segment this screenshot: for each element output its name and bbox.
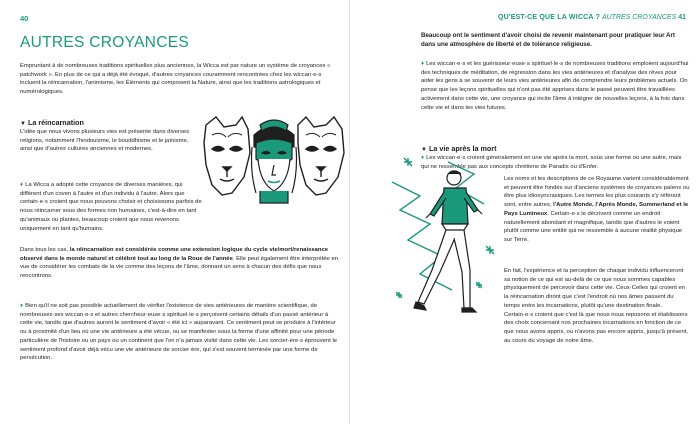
reincarnation-paragraph-1: L'idée que nous vivons plusieurs vies est présente dans diverses religions, notamment l'hindouisme, le bouddhisme et le jaïnisme, ainsi que d'autres cultures anciennes et modernes.	[20, 129, 190, 153]
running-head-title: AUTRES CROYANCES	[601, 14, 677, 21]
triangle-down-icon: ▼	[20, 121, 26, 127]
afterlife-paragraph-2	[504, 175, 690, 245]
reincarnation-heading	[20, 118, 84, 127]
reincarnation-paragraph-3-bold: la réincarnation est considérée comme une extension logique du cycle vie/mort/renaissance observé dans le monde naturel et célébré tout au long de la Roue de l'année	[20, 247, 329, 262]
reincarnation-paragraph-2	[20, 181, 204, 233]
afterlife-paragraph-2-start: Les noms et les descriptions de ce Royaume varient considérablement et peuvent être fondés sur d'anciens systèmes de croyances païens ou être plus idiosyncrasiques. Les termes les plus courants s'y référant sont, entre autres,	[504, 176, 690, 209]
afterlife-paragraph-3-text: En fait, l'expérience et la perception de chaque individu influenceront sa notion de ce qui est au-delà de ce que nous sommes capables physiquement de percevoir dans cette vie. Ceux·Celles qui croient en la réincarnation diront que c'est l'endroit où nos âmes passent du temps entre les incarnations, plutôt qu'une destination finale. Certain·e·s croient que c'est là que nous nous reposons et établissons des choix concernant nos prochaines incarnations en fonction de ce que nous avons appris, ou n'avons pas encore appris, jusqu'à présent, au cours du voyage de notre âme.	[504, 268, 688, 344]
reincarnation-paragraph-3-start: Dans tous les cas,	[20, 247, 70, 253]
leaf-bullet-icon: ♦	[20, 182, 24, 188]
afterlife-paragraph-2-end: . Certain·e·s le décrivent comme un endroit naturellement abondant et magnifique, tandis que d'autres le voient plutôt comme une entité qui ne ressemble à aucune réalité physique sur Terre.	[504, 210, 683, 243]
leaf-bullet-icon: ♦	[421, 61, 425, 67]
bold-intro-paragraph	[421, 32, 689, 49]
regression-paragraph	[421, 60, 689, 112]
afterlife-paragraph-2-bold: l'Autre Monde, l'Après Monde, Summerland et le Pays Lumineux	[504, 202, 689, 217]
page-number-right: 41	[678, 14, 686, 21]
afterlife-paragraph-1-text: Les wiccan·e·s croient généralement en une vie après la mort, sous une forme ou une autre, mais qui ne ressemble pas aux concepts chrétiens de Paradis ou d'Enfer.	[421, 155, 682, 170]
bold-intro-text: Beaucoup ont le sentiment d'avoir choisi de revenir maintenant pour pratiquer leur Art dans une atmosphère de liberté et de tolérance religieuse.	[421, 32, 675, 48]
chapter-title: AUTRES CROYANCES	[20, 34, 190, 51]
regression-paragraph-text: Les wiccan·e·s et les guérisseur·euse·s spirituel·le·s de nombreuses traditions emploient aujourd'hui des techniques de méditation, de régression dans les vies antérieures et d'analyse des rêves pour aider les gens à se souvenir de leurs vies antérieures afin de comprendre leurs problèmes actuels. On pense que les leçons spirituelles qui n'ont pas été apprises dans le passé peuvent être travaillées activement dans cette vie, une croyance qui incite l'âme à intégrer de nouvelles leçons, à la fois dans cette vie et dans les vies futures.	[421, 61, 689, 111]
reincarnation-paragraph-2-text: La Wicca a adopté cette croyance de diverses manières, qui diffèrent d'un coven à l'autre et d'un individu à l'autre. Alors que certain·e·s croient que nous pouvons choisir et choisissons parfois de nous réincarner sous des formes non humaines, c'est-à-dire en tant qu'animaux ou plantes, beaucoup croient que nous revenons uniquement en tant qu'humains.	[20, 182, 202, 232]
masks-illustration	[198, 113, 350, 205]
reincarnation-paragraph-3	[20, 246, 338, 281]
leaf-bullet-icon: ♦	[20, 303, 24, 309]
reincarnation-paragraph-4	[20, 302, 338, 363]
running-head	[498, 14, 686, 21]
right-page	[350, 0, 700, 424]
reincarnation-paragraph-4-text: Bien qu'il ne soit pas possible actuellement de vérifier l'existence de vies antérieures de manière scientifique, de nombreuses·ses wiccan·e·s et autres chercheur·euse·s spirituel·le·s perçoivent certains détails d'un passé antérieur à cette vie, tandis que d'autres auront le sentiment d'avoir « été ici » auparavant. Ce sentiment peut se produire à l'intérieur ou à proximité d'un lieu où une vie antérieure a été vécue, ou se manifester sous la forme d'une affinité pour une période particulière de l'histoire ou un pays ou un continent que l'on n'a jamais visité dans cette vie. Les sorcier·ère·s éprouvent le sentiment profond d'avoir déjà vécu une vie antérieure de sorcier·ère, qui s'est souvent terminée par une forme de persécution.	[20, 303, 338, 362]
reincarnation-paragraph-3-end: . Elle peut également être interprétée en vue de considérer les combats de la vie comme des leçons de l'âme, donnant un sens à chacun des défis que nous rencontrons.	[20, 255, 338, 280]
triangle-down-icon: ▼	[421, 147, 427, 153]
leaf-bullet-icon: ♦	[421, 155, 425, 161]
intro-paragraph: Empruntant à de nombreuses traditions spirituelles plus anciennes, la Wicca est par nature un système de croyances « patchwork ». En plus de ce qui a déjà été évoqué, d'autres croyances couramment rencontrées chez les wiccan·e·s incluent la réincarnation, l'animisme, les Éléments qui composent la Nature, ainsi que les traditions astrologiques et numérologiques.	[20, 63, 331, 96]
reincarnation-heading-text: La réincarnation	[27, 118, 84, 127]
running-head-question: QU'EST-CE QUE LA WICCA ?	[497, 14, 600, 21]
afterlife-paragraph-3	[504, 267, 690, 345]
afterlife-heading-text: La vie après la mort	[428, 144, 497, 153]
page-number-left: 40	[20, 14, 29, 23]
walking-man-illustration	[390, 152, 498, 324]
